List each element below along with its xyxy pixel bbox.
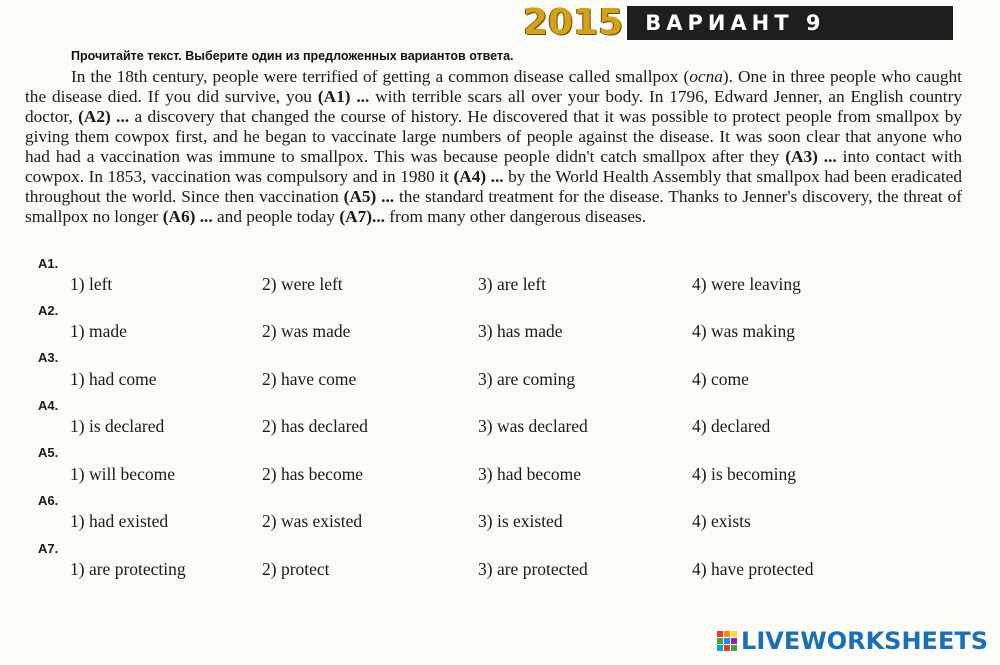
question-label-a1: A1. [38,256,59,271]
option-a6-1[interactable]: 1) had existed [70,511,169,531]
option-a7-3[interactable]: 3) are protected [478,559,588,579]
option-a3-4[interactable]: 4) come [692,369,749,389]
question-label-a4: A4. [38,398,59,413]
option-a7-4[interactable]: 4) have protected [692,559,814,579]
passage-russian-word: оспа [689,67,723,86]
option-a1-4[interactable]: 4) were leaving [692,274,801,294]
option-a5-4[interactable]: 4) is becoming [692,464,797,484]
logo-grid-icon [717,631,737,651]
option-a2-1[interactable]: 1) made [70,321,127,341]
question-label-a5: A5. [38,445,59,460]
passage-text: the standard treatment for the disease. Thanks to Jenner's discovery, the threat of smallpox no longer [25,187,962,226]
option-a1-2[interactable]: 2) were left [262,274,343,294]
blank-a5[interactable]: (A5) ... [343,187,395,206]
option-a5-2[interactable]: 2) has become [262,464,364,484]
blank-a4[interactable]: (A4) ... [453,167,504,186]
passage-text: into contact with cowpox. In 1853, vaccination was compulsory and in 1980 it [25,147,963,186]
year-label: 2015 [523,2,624,43]
blank-a6[interactable]: (A6) ... [162,207,213,226]
option-a1-1[interactable]: 1) left [70,274,113,294]
instruction-text: Прочитайте текст. Выберите один из предложенных вариантов ответа. [71,49,514,63]
option-a5-1[interactable]: 1) will become [70,464,175,484]
passage-text: with terrible scars all over your body. In 1796, Edward Jenner, an English country doctor, [25,87,962,126]
option-a3-1[interactable]: 1) had come [70,369,157,389]
question-label-a3: A3. [38,350,59,365]
variant-banner: ВАРИАНТ 9 [627,6,953,40]
blank-a1[interactable]: (A1) ... [317,87,370,106]
passage-text: and people today [212,207,340,226]
header [523,2,953,43]
option-a2-3[interactable]: 3) has made [478,321,563,341]
option-a4-4[interactable]: 4) declared [692,416,771,436]
option-a7-1[interactable]: 1) are protecting [70,559,186,579]
question-label-a2: A2. [38,303,59,318]
reading-passage [25,67,962,227]
passage-text: a discovery that changed the course of history. He discovered that it was possible to protect people from smallpox by giving them cowpox first, and he began to vaccinate large numbers of people against the disease. It was soon clear that anyone who had had a vaccination was immune to smallpox. This was because people didn't catch smallpox after they [25,107,962,166]
blank-a7[interactable]: (A7)... [339,207,385,226]
option-a4-3[interactable]: 3) was declared [478,416,588,436]
passage-text: from many other dangerous diseases. [384,207,647,226]
option-a4-2[interactable]: 2) has declared [262,416,368,436]
passage-text: by the World Health Assembly that smallpox had been eradicated throughout the world. Since then vaccination [25,167,962,206]
passage-text: ). One in three people who caught the disease died. If you did survive, you [25,67,962,106]
passage-text: In the 18th century, people were terrified of getting a common disease called smallpox ( [71,67,690,86]
option-a3-3[interactable]: 3) are coming [478,369,576,389]
option-a7-2[interactable]: 2) protect [262,559,330,579]
blank-a3[interactable]: (A3) ... [785,147,837,166]
option-a4-1[interactable]: 1) is declared [70,416,165,436]
question-label-a7: A7. [38,541,59,556]
option-a1-3[interactable]: 3) are left [478,274,547,294]
option-a6-4[interactable]: 4) exists [692,511,751,531]
blank-a2[interactable]: (A2) ... [78,107,130,126]
brand-name: LIVEWORKSHEETS [741,627,988,655]
option-a5-3[interactable]: 3) had become [478,464,582,484]
option-a6-3[interactable]: 3) is existed [478,511,563,531]
question-label-a6: A6. [38,493,59,508]
liveworksheets-logo[interactable] [717,627,988,655]
option-a2-2[interactable]: 2) was made [262,321,351,341]
option-a2-4[interactable]: 4) was making [692,321,796,341]
option-a6-2[interactable]: 2) was existed [262,511,363,531]
option-a3-2[interactable]: 2) have come [262,369,357,389]
